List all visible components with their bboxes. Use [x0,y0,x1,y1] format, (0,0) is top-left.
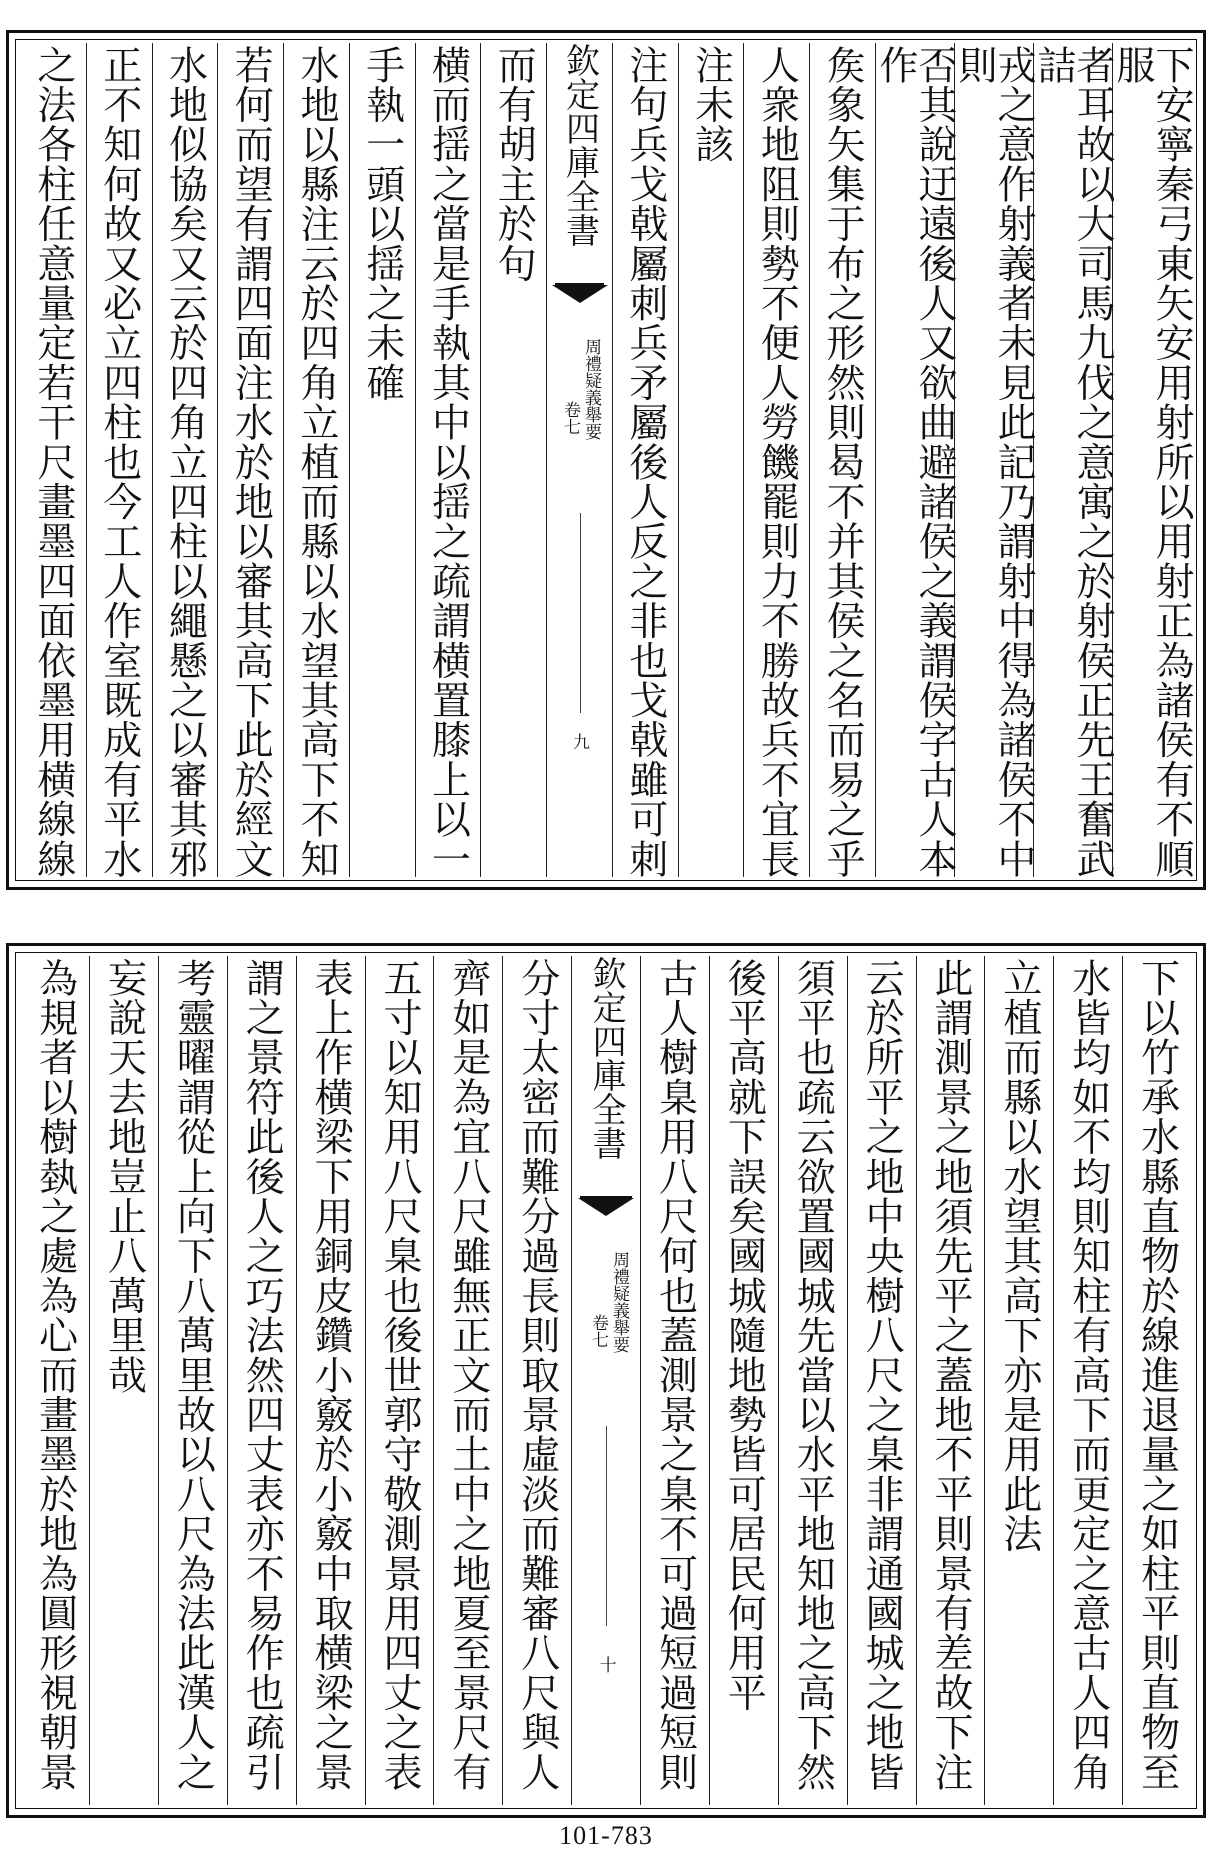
column-text: 云於所平之地中央樹八尺之臬非謂通國城之地皆 [859,958,905,1792]
text-column [847,956,916,1805]
leaf-number: 十 [595,1656,616,1673]
column-text: 表上作横梁下用銅皮鑽小竅於小竅中取横梁之景 [308,958,354,1792]
column-text: 正不知何故又必立四柱也今工人作室既成有平水 [96,45,142,879]
column-text: 謂之景符此後人之巧法然四丈表亦不易作也疏引 [239,958,285,1792]
column-text: 否其說迂遠後人又欲曲避諸侯之義謂侯字古人本作 [873,45,957,879]
fishtail-mark-icon [580,1196,632,1222]
column-text: 下安寧秦弓東矢安用射所以用射正為諸侯有不順服 [1110,45,1194,879]
book-title: 欽定四庫全書 [559,43,600,247]
text-column [415,43,481,877]
lower-page [6,943,1206,1818]
column-text: 横而揺之當是手執其中以揺之疏謂横置膝上以一 [425,45,471,879]
column-text: 考靈曜謂從上向下八萬里故以八尺為法此漢人之 [170,958,216,1792]
column-text: 立植而縣以水望其高下亦是用此法 [996,958,1042,1554]
text-column [916,956,985,1805]
column-text: 後平高就下誤矣國城隨地勢皆可居民何用平 [721,958,767,1713]
column-text: 妄說天去地豈止八萬里哉 [101,958,147,1395]
text-column [86,43,152,877]
column-text: 矦象矢集于布之形然則曷不并其侯之名而易之乎 [820,45,866,879]
text-column [952,43,1036,879]
column-text: 五寸以知用八尺臬也後世郭守敬測景用四丈之表 [376,958,422,1792]
column-text: 須平也疏云欲置國城先當以水平地知地之高下然 [790,958,836,1792]
center-fold-column [546,43,612,877]
column-text: 水皆均如不均則知柱有高下而更定之意古人四角 [1065,958,1111,1792]
column-text: 古人樹臬用八尺何也蓋測景之臬不可過短過短則 [652,958,698,1792]
column-text: 分寸太密而難分過長則取景虛淡而難審八尺與人 [514,958,560,1792]
column-text: 水地似協矣又云於四角立四柱以繩懸之以審其邪 [162,45,208,879]
center-fold-column [571,956,640,1805]
upper-page-columns [21,43,1194,879]
text-column [1031,43,1115,879]
volume-label: 卷七 [588,1314,608,1348]
column-text: 者耳故以大司馬九伐之意寓之於射侯正先王奮武詰 [1031,45,1115,879]
text-column [217,43,283,877]
text-column [612,43,678,877]
text-column [678,43,744,877]
text-column [349,43,415,877]
text-column [227,956,296,1805]
column-text: 戎之意作射義者未見此記乃謂射中得為諸侯不中則 [952,45,1036,879]
text-column [89,956,158,1805]
column-text: 人衆地阻則勢不便人勞饑罷則力不勝故兵不宜長 [754,45,800,879]
column-text: 下以竹承水縣直物於線進退量之如柱平則直物至 [1134,958,1180,1792]
text-column [709,956,778,1805]
text-column [778,956,847,1805]
center-rule [606,1426,607,1626]
book-title: 欽定四庫全書 [586,956,627,1160]
text-column [365,956,434,1805]
upper-page [6,30,1206,890]
column-text: 此謂測景之地須先平之蓋地不平則景有差故下注 [927,958,973,1792]
text-column [984,956,1053,1805]
book-subtitle: 周禮疑義舉要 [609,1251,629,1353]
text-column [743,43,809,877]
lower-page-columns [21,956,1191,1805]
text-column [158,956,227,1805]
column-text: 齊如是為宜八尺雖無正文而土中之地夏至景尺有 [445,958,491,1792]
column-text: 水地以縣注云於四角立植而縣以水望其高下不知 [293,45,339,879]
column-text: 注句兵戈戟屬刺兵矛屬後人反之非也戈戟雖可刺 [622,45,668,879]
text-column [809,43,875,877]
text-column [433,956,502,1805]
text-column [1122,956,1191,1805]
column-text: 若何而望有謂四面注水於地以審其高下此於經文 [228,45,274,879]
column-text: 手執一頭以揺之未確 [359,45,405,403]
column-text: 注未該 [688,45,734,165]
text-column [480,43,546,877]
column-text: 為規者以樹埶之處為心而畫墨於地為圓形視朝景 [32,958,78,1792]
volume-label: 卷七 [559,401,580,435]
text-column [873,43,957,879]
fishtail-mark-icon [555,283,604,309]
center-rule [580,513,581,713]
text-column [283,43,349,877]
page-number: 101-783 [559,1821,653,1850]
column-text: 之法各柱任意量定若干尺畫墨四面依墨用横線線 [30,45,76,879]
book-subtitle: 周禮疑義舉要 [580,338,601,440]
text-column [640,956,709,1805]
text-column [1053,956,1122,1805]
text-column [152,43,218,877]
text-column [1110,43,1194,879]
text-column [21,43,86,877]
text-column [502,956,571,1805]
text-column [296,956,365,1805]
text-column [21,956,89,1805]
column-text: 而有胡主於句 [491,45,537,284]
leaf-number: 九 [569,733,590,750]
